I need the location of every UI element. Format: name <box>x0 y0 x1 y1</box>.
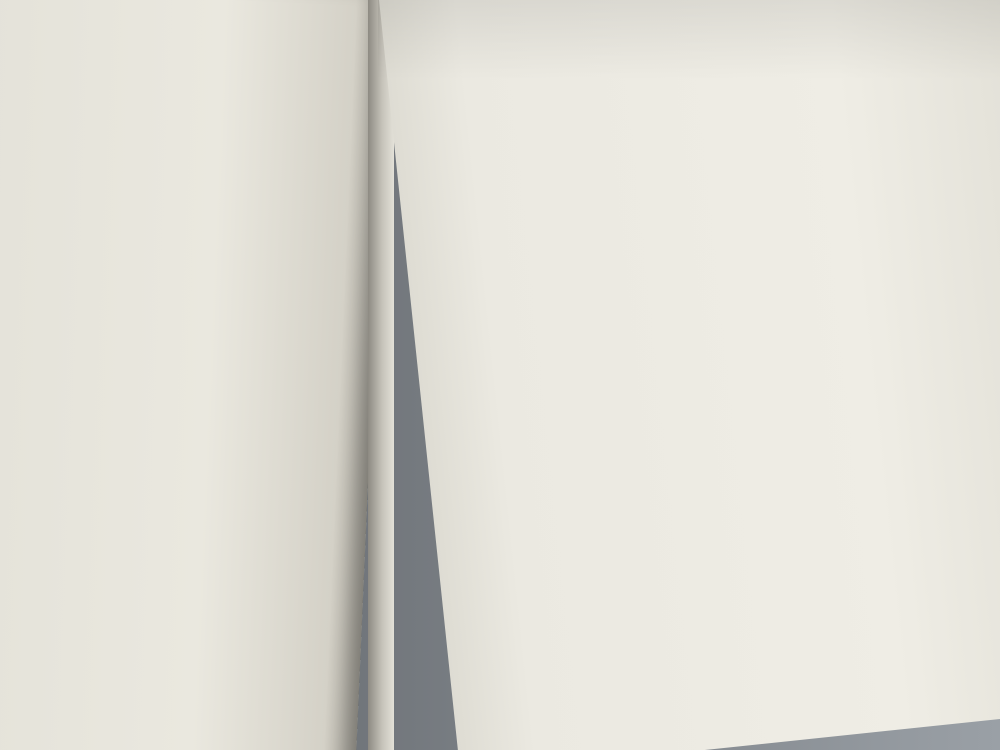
toc-top-entries <box>444 140 1000 199</box>
right-page <box>378 0 1000 750</box>
table-of-contents <box>444 136 1000 199</box>
left-page-text <box>0 0 378 17</box>
toc-chapters <box>444 140 1000 199</box>
toc-title <box>444 136 1000 195</box>
left-page <box>0 0 390 750</box>
